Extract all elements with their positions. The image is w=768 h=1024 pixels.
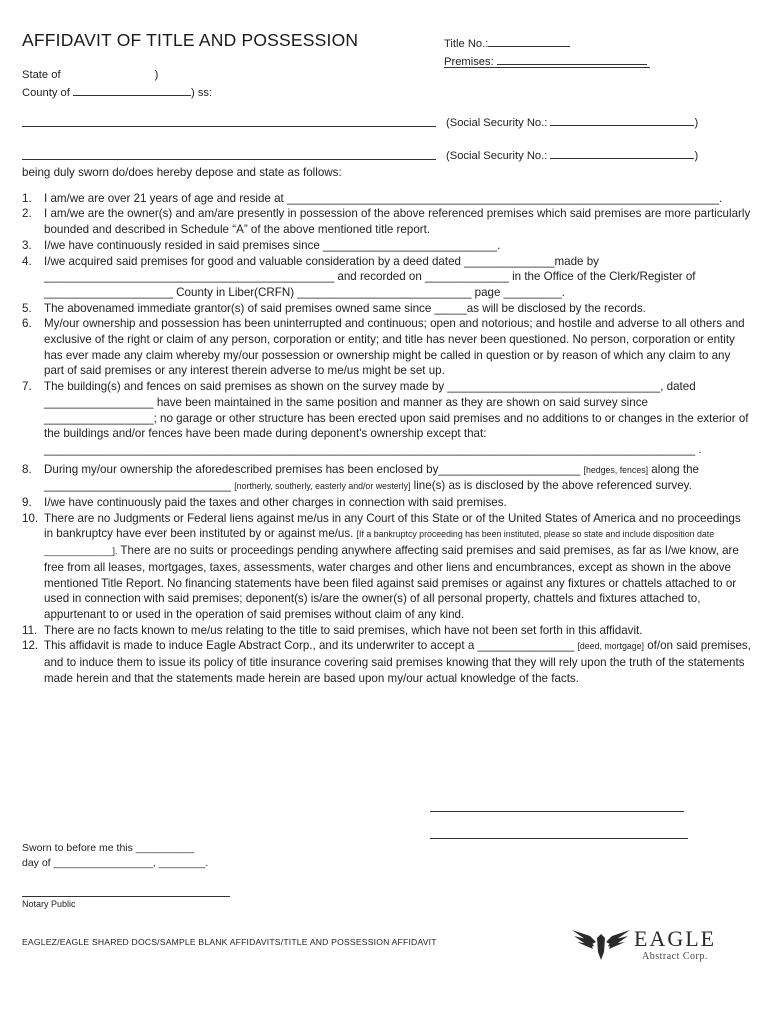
state-paren: ) bbox=[154, 69, 159, 81]
logo-wordmark: EAGLE bbox=[634, 926, 717, 951]
county-line[interactable] bbox=[73, 85, 191, 96]
statement-item: 3. I/we have continuously resided in said premises since ___________________________. bbox=[22, 238, 501, 252]
statement-item-8: 8. During my/our ownership the aforedescribed premises has been enclosed by______________________ [hedges, fences] along the _____________________________ [northerly, southerly, easterly and/or westerly] line(s) as is disclosed by the above referenced survey. bbox=[22, 462, 700, 493]
ssn-field-2[interactable] bbox=[446, 148, 698, 164]
premises-label: Premises: bbox=[444, 56, 494, 68]
statement-item: 2. I am/we are the owner(s) and am/are presently in possession of the above referenced premises which said premises are more particularly bounded and described in Schedule “A” of the above mentioned title report. bbox=[22, 207, 751, 237]
deponent-name-line-1[interactable] bbox=[22, 126, 436, 127]
logo-subtitle: Abstract Corp. bbox=[642, 951, 708, 962]
state-of-field bbox=[22, 68, 158, 83]
ssn-close-2: ) bbox=[694, 150, 699, 162]
notary-label: Notary Public bbox=[22, 899, 76, 909]
affidavit-body bbox=[22, 165, 752, 687]
ssn-label-2: (Social Security No.: bbox=[446, 150, 548, 162]
statement-item-10: 10. There are no Judgments or Federal liens against me/us in any Court of this State or of the United States of America and no proceedings in bankruptcy have ever been instituted by or against me/us. [If a bankruptcy proceeding has been instituted, please so state and include disposition date ______________]. There are no suits or proceedings pending anywhere affecting said premises and said premises, as far as I/we know, are free from all leases, mortgages, taxes, assessments, water charges and other liens and encumbrances, except as shown in the above mentioned Title Report. No financing statements have been filed against said premises or against any fixtures or chattels attached to or used in connection with said premises; deponent(s) is/are the owner(s) of all personal property, chattels and fixtures attached to, appurtenant to or used in the operation of said premises without claim of any kind. bbox=[22, 511, 741, 621]
statement-item: 6. My/our ownership and possession has been uninterrupted and continuous; open and notorious; and hostile and adverse to all others and exclusive of the right or claim of any person, corporation or entity; and title has never been questioned. No person, corporation or entity has ever made any claim whereby my/our possession or ownership might be called in question or by reason of which any claim to any part of said premises or any interest therein adverse to me/us might be set up. bbox=[22, 317, 745, 378]
county-of-label: County of bbox=[22, 87, 70, 99]
sworn-day-line: day of _________________, ________. bbox=[22, 857, 209, 869]
statement-item-11: 11. There are no facts known to me/us relating to the title to said premises, which have not been set forth in this affidavit. bbox=[22, 623, 643, 637]
notary-signature-line[interactable] bbox=[22, 896, 230, 897]
statement-item: 5. The abovenamed immediate grantor(s) of said premises owned same since _____as will be disclosed by the records. bbox=[22, 301, 646, 315]
statement-item-12: 12. This affidavit is made to induce Eagle Abstract Corp., and its underwriter to accept a _______________ [deed, mortgage] of/on said premises, and to induce them to issue its policy of title insurance covering said premises knowing that they will rely upon the truth of the statements made herein and that the statements made herein are based upon my/our actual knowledge of the facts. bbox=[22, 639, 751, 685]
ssn-field-1[interactable] bbox=[446, 115, 698, 131]
footer-path: EAGLEZ/EAGLE SHARED DOCS/SAMPLE BLANK AFFIDAVITS/TITLE AND POSSESSION AFFIDAVIT bbox=[22, 937, 437, 947]
title-no-field[interactable] bbox=[444, 36, 570, 52]
statement-item: 4. I/we acquired said premises for good and valuable consideration by a deed dated ______________made by _____________________________________________ and recorded on _____________ in the Office of the Clerk/Register of ____________________ County in Liber(CRFN) ___________________________ page _________. bbox=[22, 254, 696, 299]
statement-item: 7. The building(s) and fences on said premises as shown on the survey made by _________________________________, dated _________________ have been maintained in the same position and manner as they are shown on said survey since _________________; no garage or other structure has been erected upon said premises and no additions to or changes in the exterior of the buildings and/or fences have been made during deponent's ownership except that: _____________________________________________________________________________________________________ . bbox=[22, 380, 749, 456]
title-no-label: Title No.: bbox=[444, 38, 489, 50]
deponent-name-line-2[interactable] bbox=[22, 159, 436, 160]
premises-line-1[interactable] bbox=[497, 54, 647, 65]
signature-line-2[interactable] bbox=[430, 838, 688, 839]
document-title: AFFIDAVIT OF TITLE AND POSSESSION bbox=[22, 30, 359, 50]
statement-item-9: 9. I/we have continuously paid the taxes and other charges in connection with said premises. bbox=[22, 496, 507, 510]
premises-line-2[interactable] bbox=[444, 67, 650, 68]
county-of-field[interactable] bbox=[22, 85, 212, 101]
county-paren-ss: ) ss: bbox=[191, 87, 213, 99]
ssn-line-2[interactable] bbox=[550, 148, 694, 159]
signature-line-1[interactable] bbox=[430, 811, 684, 812]
eagle-icon bbox=[570, 928, 632, 964]
title-no-line[interactable] bbox=[488, 36, 570, 47]
ssn-close-1: ) bbox=[694, 117, 699, 129]
sworn-line: Sworn to before me this __________ bbox=[22, 842, 195, 854]
ssn-line-1[interactable] bbox=[550, 115, 694, 126]
statement-item: 1. I am/we are over 21 years of age and reside at ___________________________________________________________________. bbox=[22, 191, 723, 205]
ssn-label-1: (Social Security No.: bbox=[446, 117, 548, 129]
state-of-label: State of bbox=[22, 69, 61, 81]
intro-statement: being duly sworn do/does hereby depose and state as follows: bbox=[22, 166, 342, 179]
